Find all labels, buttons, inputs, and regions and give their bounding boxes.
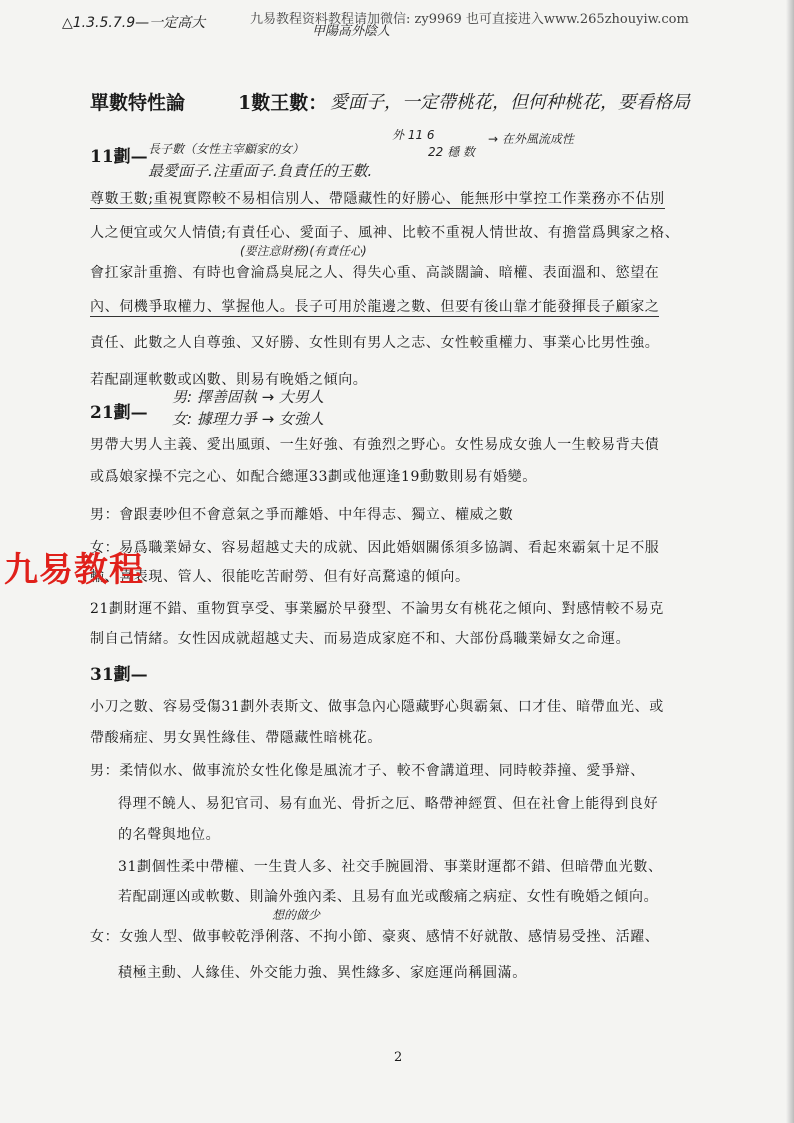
section-heading-21: 21劃— [90,403,148,423]
margin-note: 外 11 6 [392,128,435,142]
handwritten-note: 想的做少 [272,908,321,922]
text-line: 或爲娘家操不完之心、如配合總運33劃或他運逢19動數則易有婚變。 [90,469,537,485]
section-heading-31: 31劃— [90,665,148,685]
male-line: 得理不饒人、易犯官司、易有血光、骨折之厄、略帶神經質、但在社會上能得到良好 [118,796,659,812]
text-line: 制自己情緒。女性因成就超越丈夫、而易造成家庭不和、大部份爲職業婦女之命運。 [90,631,631,647]
top-handwritten-note: △1.3.5.7.9—一定高大 [62,15,206,31]
top-handwritten-note-2: 甲陽高外陰人 [312,24,391,39]
text-line: 21劃財運不錯、重物質享受、事業屬於早發型、不論男女有桃花之傾向、對感情較不易克 [90,601,664,617]
female-line: 輸、喜表現、管人、很能吃苦耐勞、但有好高騖遠的傾向。 [90,569,470,585]
page-number: 2 [394,1050,403,1065]
text-line: 帶酸痛症、男女異性緣佳、帶隱藏性暗桃花。 [90,730,382,746]
text-line: 人之便宜或欠人情債;有責任心、愛面子、風神、比較不重視人情世故、有擔當爲興家之格、 [90,225,680,241]
text-line: 責任、此數之人自尊強、又好勝、女性則有男人之志、女性較重權力、事業心比男性強。 [90,335,660,351]
handwritten-note: 長子數（女性主宰顧家的女） [148,142,305,156]
page-title: 單數特性論 [90,92,186,114]
section-heading-11: 11劃— [90,147,148,167]
handwritten-note: 最愛面子.注重面子.負責任的王數. [148,162,373,180]
handwritten-note: (要注意財務)(有責任心) [240,244,367,258]
male-line: 男：柔情似水、做事流於女性化像是風流才子、較不會講道理、同時較莽撞、愛爭辯、 [90,763,645,779]
handwritten-note: 女: 據理力爭 → 女強人 [172,410,324,428]
title-handwritten-note: 愛面子，一定帶桃花，但何种桃花，要看格局 [330,92,690,113]
margin-note: → 在外風流成性 [488,132,574,146]
male-line: 男：會跟妻吵但不會意氣之爭而離婚、中年得志、獨立、權威之數 [90,507,514,523]
male-line: 若配副運凶或軟數、則論外強內柔、且易有血光或酸痛之病症、女性有晚婚之傾向。 [118,889,659,905]
logo-watermark: 九易教程 [4,550,144,590]
text-line: 會扛家計重擔、有時也會淪爲臭屁之人、得失心重、高談闊論、暗權、表面溫和、慾望在 [90,265,660,281]
text-line: 小刀之數、容易受傷31劃外表斯文、做事急內心隱藏野心與霸氣、口才佳、暗帶血光、或 [90,699,664,715]
scan-edge [786,0,794,1123]
title-number-label: 1數王數： [238,92,328,114]
female-line: 女：女強人型、做事較乾淨俐落、不拘小節、豪爽、感情不好就散、感情易受挫、活躍、 [90,929,660,945]
male-line: 的名聲與地位。 [118,827,221,843]
text-line: 男帶大男人主義、愛出風頭、一生好強、有強烈之野心。女性易成女強人一生較易背夫債 [90,437,660,453]
text-line: 若配副運軟數或凶數、則易有晚婚之傾向。 [90,372,368,388]
text-line: 內、伺機爭取權力、掌握他人。長子可用於龍邊之數、但要有後山靠才能發揮長子顧家之 [90,296,659,317]
male-line: 31劃個性柔中帶權、一生貴人多、社交手腕圓滑、事業財運都不錯、但暗帶血光數、 [118,859,663,875]
female-line: 積極主動、人緣佳、外交能力強、異性緣多、家庭運尚稱圓滿。 [118,965,527,981]
margin-note: 22 穩 数 [428,145,475,159]
female-line: 女：易爲職業婦女、容易超越丈夫的成就、因此婚姻關係須多協調、看起來霸氣十足不服 [90,540,660,556]
handwritten-note: 男: 擇善固執 → 大男人 [172,388,324,406]
text-line: 尊數王數;重視實際較不易相信別人、帶隱藏性的好勝心、能無形中掌控工作業務亦不佔別 [90,188,665,209]
watermark-text: 九易教程资料教程请加微信: zy9969 也可直接进入www.265zhouyiw.com [250,12,689,27]
